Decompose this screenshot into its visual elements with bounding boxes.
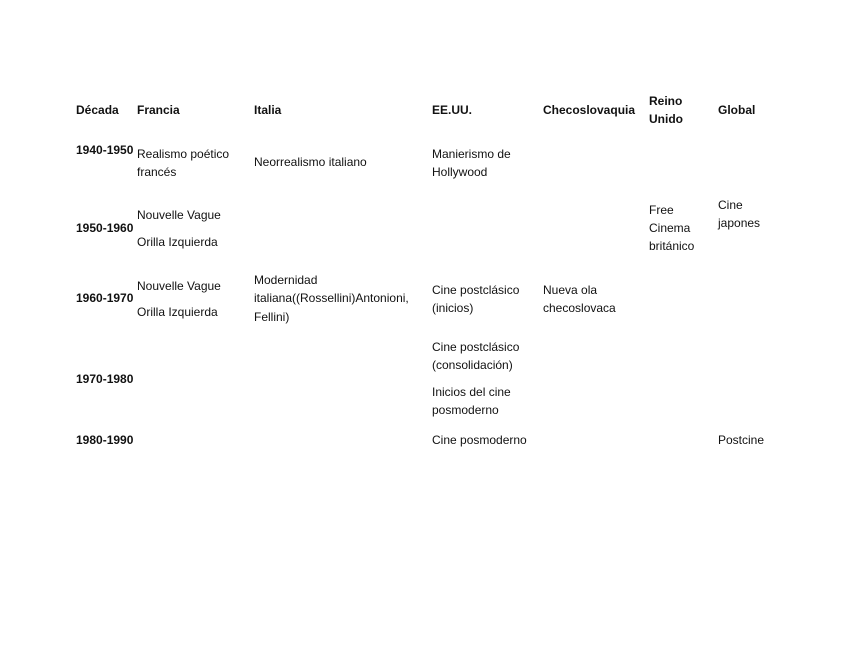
header-eeuu: EE.UU.: [432, 103, 473, 117]
cell-eeuu-1970-line3: Inicios del cine: [432, 385, 511, 399]
cell-italia-1960-line3: Fellini): [254, 310, 290, 324]
cell-global-1950-line2: japones: [718, 216, 761, 230]
cell-francia-1940-line2: francés: [137, 165, 177, 179]
header-reino-unido-line2: Unido: [649, 112, 683, 126]
row-decada-1960: 1960-1970: [76, 291, 134, 305]
row-decada-1950: 1950-1960: [76, 221, 134, 235]
cell-francia-1960-line2: Orilla Izquierda: [137, 305, 218, 319]
cell-eeuu-1970-line2: (consolidación): [432, 358, 513, 372]
cell-italia-1960-line2: italiana((Rossellini)Antonioni,: [254, 291, 409, 305]
row-decada-1940: 1940-1950: [76, 143, 134, 157]
cell-eeuu-1970-line4: posmoderno: [432, 403, 499, 417]
cell-italia-1940: Neorrealismo italiano: [254, 155, 367, 169]
cell-eeuu-1980: Cine posmoderno: [432, 433, 527, 447]
cell-eeuu-1970-line1: Cine postclásico: [432, 340, 520, 354]
header-checoslovaquia: Checoslovaquia: [543, 103, 636, 117]
cell-francia-1960-line1: Nouvelle Vague: [137, 279, 221, 293]
cell-italia-1960-line1: Modernidad: [254, 273, 318, 287]
cell-eeuu-1960-line2: (inicios): [432, 301, 474, 315]
cell-francia-1950-line2: Orilla Izquierda: [137, 235, 218, 249]
cell-checoslovaquia-1960-line2: checoslovaca: [543, 301, 616, 315]
header-global: Global: [718, 103, 756, 117]
cell-eeuu-1960-line1: Cine postclásico: [432, 283, 520, 297]
header-decada: Década: [76, 103, 119, 117]
cell-francia-1940-line1: Realismo poético: [137, 147, 230, 161]
row-decada-1970: 1970-1980: [76, 372, 134, 386]
header-italia: Italia: [254, 103, 282, 117]
cell-eeuu-1940-line2: Hollywood: [432, 165, 488, 179]
cell-checoslovaquia-1960-line1: Nueva ola: [543, 283, 598, 297]
header-francia: Francia: [137, 103, 180, 117]
cell-francia-1950-line1: Nouvelle Vague: [137, 208, 221, 222]
cell-eeuu-1940-line1: Manierismo de: [432, 147, 511, 161]
cell-reino-unido-1950-line1: Free: [649, 203, 674, 217]
header-reino-unido-line1: Reino: [649, 94, 683, 108]
cell-reino-unido-1950-line2: Cinema: [649, 221, 691, 235]
row-decada-1980: 1980-1990: [76, 433, 134, 447]
cell-global-1980: Postcine: [718, 433, 765, 447]
cell-global-1950-line1: Cine: [718, 198, 743, 212]
cell-reino-unido-1950-line3: británico: [649, 239, 695, 253]
